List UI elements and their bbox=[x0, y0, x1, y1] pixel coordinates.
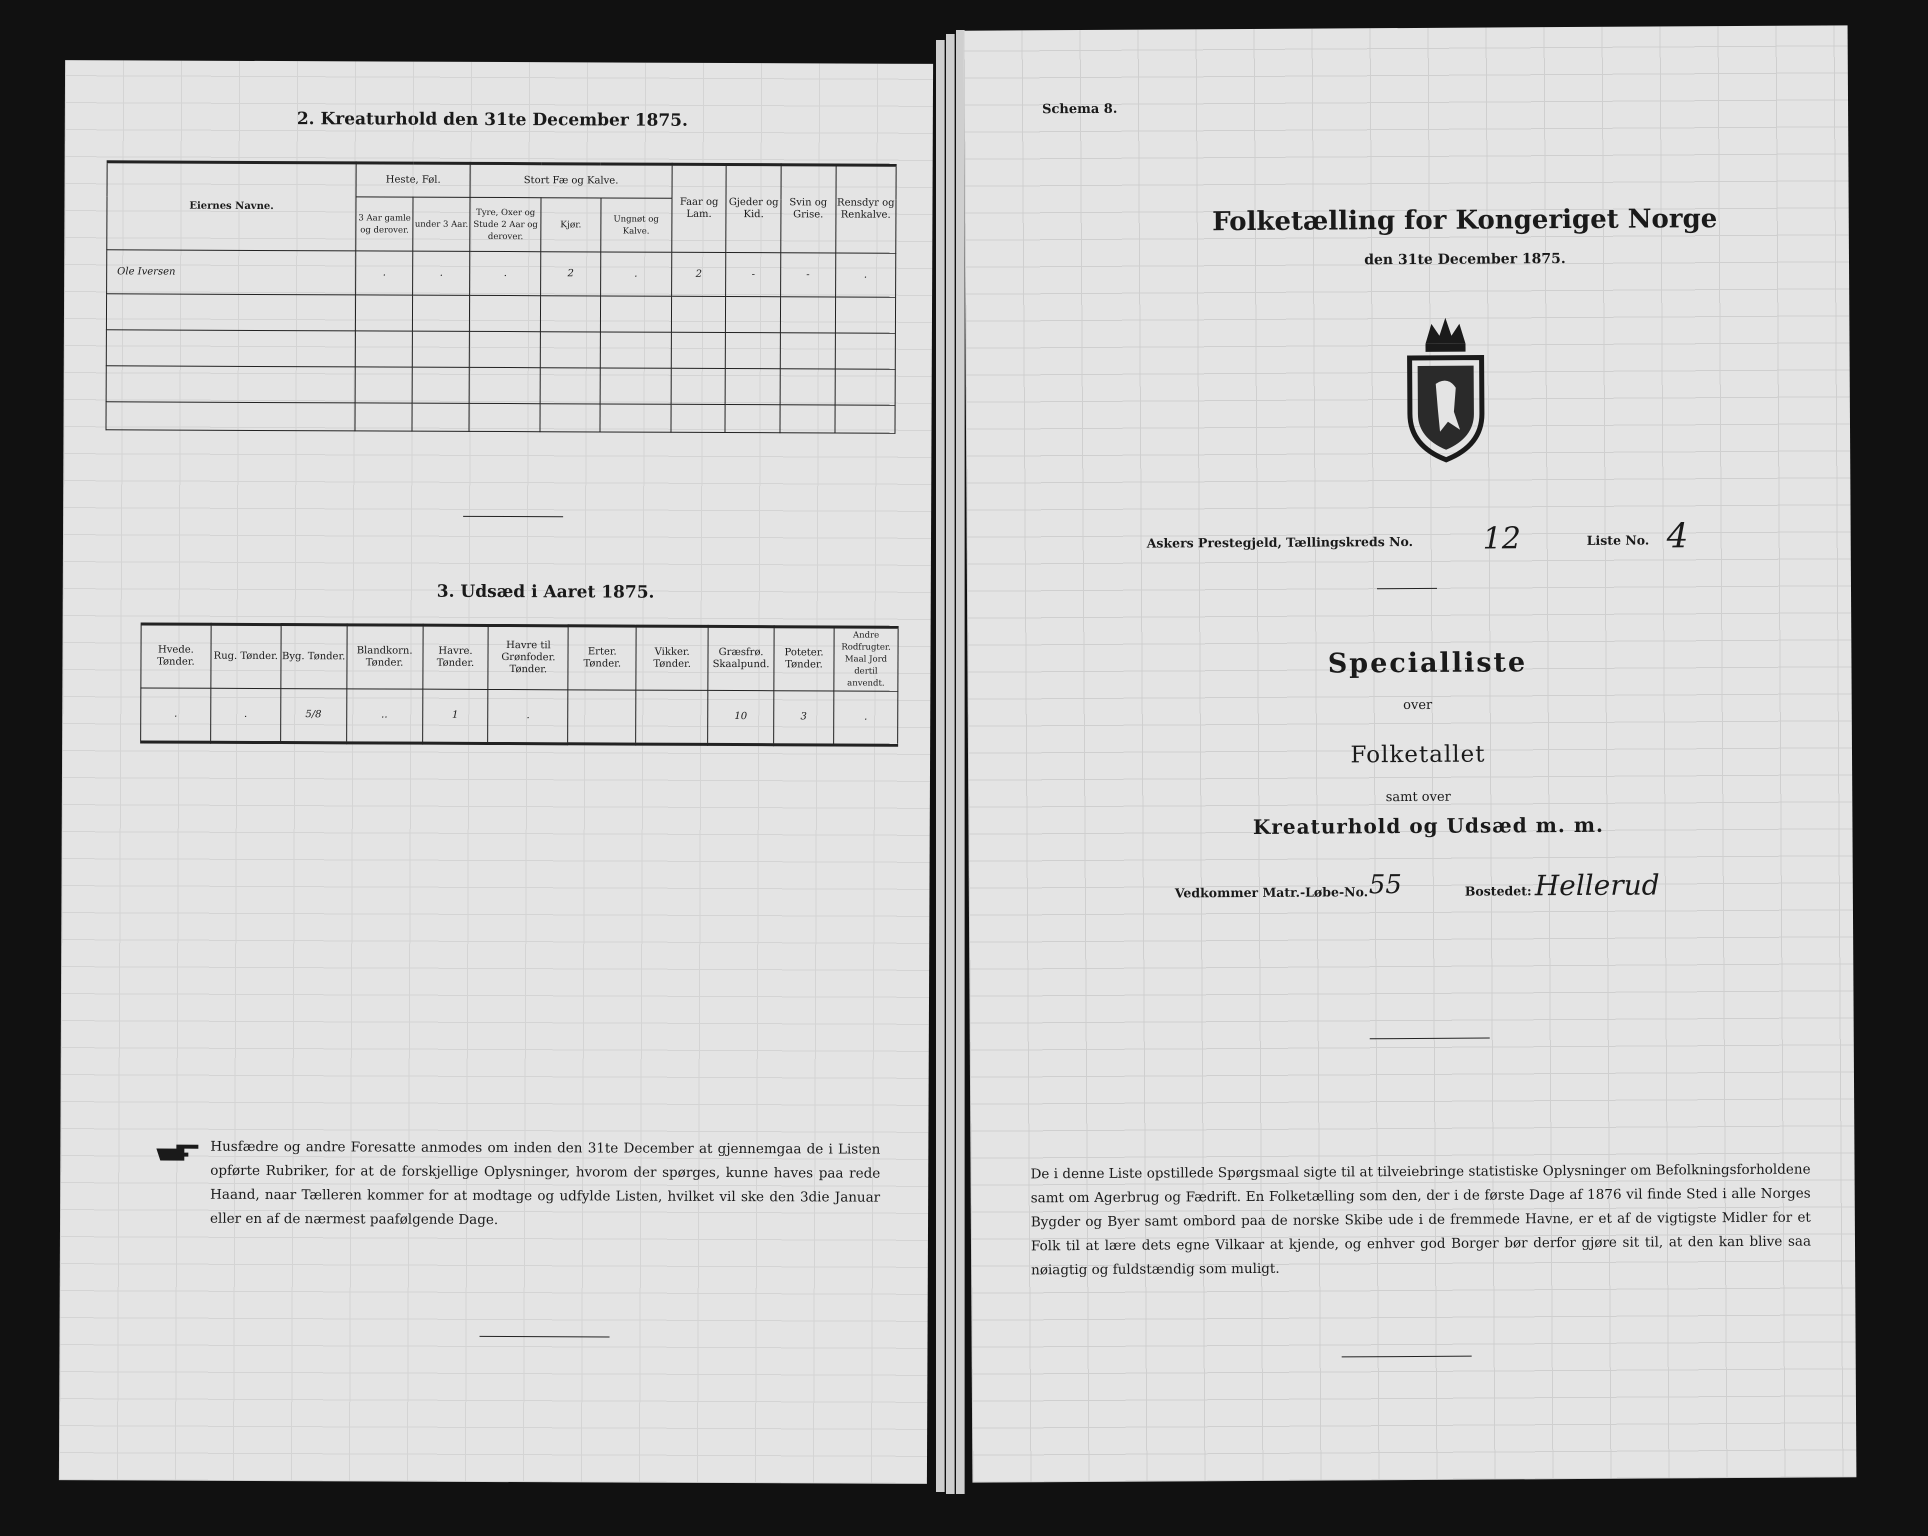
col-hvede: Hvede. Tønder. bbox=[141, 624, 211, 688]
cell-havre-gron: . bbox=[488, 689, 568, 743]
left-page bbox=[59, 60, 933, 1484]
col-heste-a: 3 Aar gamle og derover. bbox=[356, 197, 413, 251]
household-notice: Husfædre og andre Foresatte anmodes om inden den 31te December at gjennemgaa de i Listen opførte Rubriker, for at de forskjellige Oplysninger, hvorom der spørges, kunne haves paa rede Haand, naar Tælleren kommer for at modtage og udfylde Listen, hvilket vil ske den 3die Januar eller en af de nærmest paafølgende Dage. bbox=[210, 1138, 881, 1229]
instruction-text: De i denne Liste opstillede Spørgsmaal sigte til at tilveiebringe statistiske Oplysninger om Befolkningsforholdene samt om Agerbrug og Fædrift. En Folketælling som den, der i de første Dage af 1876 vil finde Sted i alle Norges Bygder og Byer samt ombord paa de norske Skibe ude i de fremmede Havne, er et af de vigtigste Midler for et Folk til at lære dets egne Vilkaar at kjende, og enhver god Borger bør derfor gjøre sit til, at den kan blive saa nøiagtig og fuldstændig som muligt. bbox=[1030, 1161, 1812, 1279]
matr-number: 55 bbox=[1368, 870, 1402, 901]
pointing-hand-icon bbox=[154, 1141, 202, 1165]
col-faar: Faar og Lam. bbox=[672, 164, 727, 252]
col-owner: Eiernes Navne. bbox=[107, 162, 357, 251]
cell-hvede: . bbox=[141, 688, 211, 742]
section3-title: 3. Udsæd i Aaret 1875. bbox=[436, 581, 655, 603]
cell-rensdyr: . bbox=[835, 253, 896, 297]
cell-byg: 5/8 bbox=[280, 689, 346, 743]
liste-label: Liste No. bbox=[1586, 532, 1650, 548]
col-stort-b: Kjør. bbox=[541, 198, 601, 252]
census-date: den 31te December 1875. bbox=[1364, 251, 1566, 269]
col-havre: Havre. Tønder. bbox=[422, 625, 488, 689]
page-edge bbox=[936, 40, 945, 1492]
cell-graesfro: 10 bbox=[708, 690, 774, 744]
norwegian-coat-of-arms-icon bbox=[1395, 313, 1496, 464]
cell-gjeder: - bbox=[726, 252, 781, 296]
cell-rug: . bbox=[211, 688, 281, 742]
owner-name: Ole Iversen bbox=[107, 250, 356, 295]
cell-svin: - bbox=[781, 253, 836, 297]
prestegjeld-label: Askers Prestegjeld, Tællingskreds No. bbox=[1146, 533, 1414, 551]
schema-label: Schema 8. bbox=[1042, 101, 1118, 118]
cell-heste-b: . bbox=[413, 251, 470, 295]
special-title: Specialliste bbox=[1327, 647, 1528, 680]
cell-vikker bbox=[636, 690, 708, 744]
col-gjeder: Gjeder og Kid. bbox=[726, 165, 781, 253]
cell-stort-a: . bbox=[470, 251, 541, 295]
col-graesfro: Græsfrø. Skaalpund. bbox=[708, 626, 774, 690]
bostedet-value: Hellerud bbox=[1534, 868, 1660, 903]
col-vikker: Vikker. Tønder. bbox=[636, 626, 708, 690]
col-stort-c: Ungnøt og Kalve. bbox=[600, 198, 671, 252]
col-rug: Rug. Tønder. bbox=[211, 624, 281, 688]
cell-poteter: 3 bbox=[774, 691, 834, 745]
livestock-table bbox=[105, 160, 896, 433]
col-heste: Heste, Føl. bbox=[356, 163, 470, 197]
col-heste-b: under 3 Aar. bbox=[413, 197, 470, 251]
page-edge bbox=[946, 34, 955, 1494]
cell-heste-a: . bbox=[356, 251, 413, 295]
livestock-row bbox=[107, 250, 896, 297]
col-rensdyr: Rensdyr og Renkalve. bbox=[835, 165, 896, 253]
cell-stort-b: 2 bbox=[541, 252, 601, 296]
folketallet: Folketallet bbox=[1350, 741, 1486, 769]
cell-erter bbox=[568, 690, 636, 744]
cell-andre: . bbox=[834, 691, 898, 745]
sowing-row bbox=[141, 688, 898, 745]
over-text: over bbox=[1403, 697, 1433, 714]
sowing-table bbox=[140, 622, 899, 746]
col-byg: Byg. Tønder. bbox=[281, 625, 347, 689]
cell-havre: 1 bbox=[422, 689, 488, 743]
col-stort: Stort Fæ og Kalve. bbox=[470, 163, 672, 198]
kreds-number: 12 bbox=[1482, 521, 1521, 557]
samt-over: samt over bbox=[1385, 789, 1451, 806]
col-stort-a: Tyre, Oxer og Stude 2 Aar og derover. bbox=[470, 197, 541, 251]
kreaturhold-title: Kreaturhold og Udsæd m. m. bbox=[1252, 812, 1604, 839]
col-svin: Svin og Grise. bbox=[781, 165, 836, 253]
page-edge bbox=[956, 30, 965, 1494]
census-title: Folketælling for Kongeriget Norge bbox=[1212, 204, 1718, 238]
col-havre-gron: Havre til Grønfoder. Tønder. bbox=[488, 625, 568, 689]
section2-title: 2. Kreaturhold den 31te December 1875. bbox=[296, 109, 688, 131]
cell-faar: 2 bbox=[671, 252, 726, 296]
cell-blandkorn: .. bbox=[346, 689, 422, 743]
bostedet-label: Bostedet: bbox=[1464, 883, 1532, 899]
col-blandkorn: Blandkorn. Tønder. bbox=[347, 625, 423, 689]
right-page bbox=[964, 25, 1857, 1482]
col-andre: Andre Rodfrugter. Maal Jord dertil anvendt. bbox=[834, 627, 898, 691]
matr-label: Vedkommer Matr.-Løbe-No. bbox=[1174, 884, 1369, 901]
liste-number: 4 bbox=[1666, 516, 1689, 557]
col-poteter: Poteter. Tønder. bbox=[774, 627, 834, 691]
col-erter: Erter. Tønder. bbox=[568, 626, 636, 690]
cell-stort-c: . bbox=[600, 252, 671, 296]
